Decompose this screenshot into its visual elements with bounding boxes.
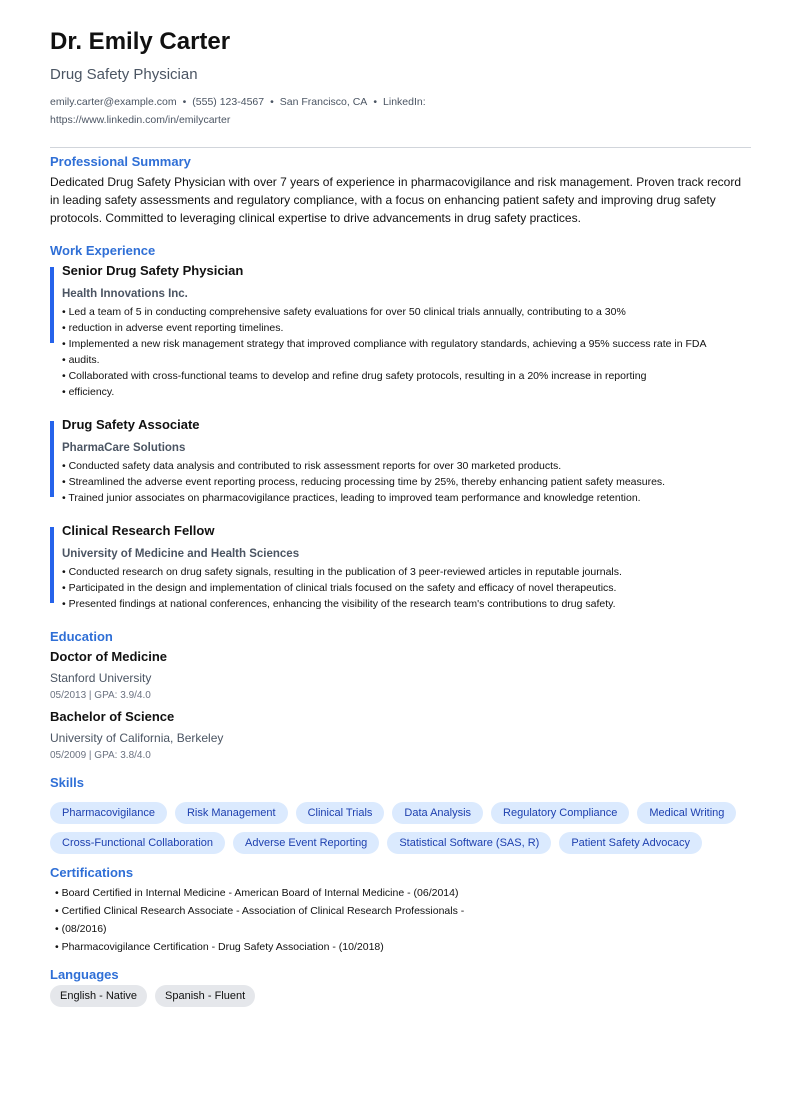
skill-chip: Pharmacovigilance (50, 802, 167, 824)
job-title: Senior Drug Safety Physician (62, 263, 244, 278)
job-company: Health Innovations Inc. (62, 288, 188, 300)
certification-item: • (08/2016) (55, 923, 107, 935)
languages-section (50, 967, 751, 1007)
education-meta: 05/2009 | GPA: 3.8/4.0 (50, 750, 151, 761)
skill-chip: Medical Writing (637, 802, 736, 824)
job-bullet: • Participated in the design and implementation of clinical trials focused on the safety and efficacy of novel therapeutics. (62, 582, 617, 594)
certifications-list (50, 884, 751, 956)
language-chip: Spanish - Fluent (155, 985, 255, 1007)
experience-heading: Work Experience (50, 243, 156, 258)
experience-section (50, 243, 751, 259)
education-entry (50, 649, 751, 702)
certifications-section (50, 865, 751, 956)
skills-heading: Skills (50, 775, 84, 790)
skill-chip: Patient Safety Advocacy (559, 832, 702, 854)
linkedin-label: LinkedIn: (383, 96, 426, 108)
education-entry (50, 709, 751, 762)
skill-chip: Adverse Event Reporting (233, 832, 379, 854)
job-title: Clinical Research Fellow (62, 523, 215, 538)
separator: • (182, 96, 187, 108)
certification-item: • Pharmacovigilance Certification - Drug Safety Association - (10/2018) (55, 941, 384, 953)
job-bullet: • Led a team of 5 in conducting comprehensive safety evaluations for over 50 clinical trials annually, contributing to a 30% (62, 306, 626, 318)
job-bullet: • reduction in adverse event reporting timelines. (62, 322, 284, 334)
job-bullet: • Trained junior associates on pharmacovigilance practices, leading to improved team performance and knowledge retention. (62, 492, 641, 504)
summary-text: Dedicated Drug Safety Physician with over 7 years of experience in pharmacovigilance and risk management. Proven track record in leading safety assessments and regulatory compliance, with a focus on enhancing patient safety and improving drug safety protocols. Committed to leveraging clinical expertise to drive advancements in drug safety practices. (50, 175, 742, 225)
candidate-title: Drug Safety Physician (50, 66, 198, 83)
job-bullet: • Streamlined the adverse event reporting process, reducing processing time by 25%, thereby enhancing patient safety measures. (62, 476, 666, 488)
job-bullet: • audits. (62, 354, 100, 366)
skill-chip: Risk Management (175, 802, 288, 824)
job-bullet: • Collaborated with cross-functional teams to develop and refine drug safety protocols, resulting in a 20% increase in reporting (62, 370, 647, 382)
skill-chip: Clinical Trials (296, 802, 385, 824)
certifications-heading: Certifications (50, 865, 134, 880)
job-entry (50, 417, 751, 506)
job-accent-bar (50, 267, 54, 343)
skills-row (50, 832, 751, 854)
job-company: PharmaCare Solutions (62, 442, 186, 454)
skills-section (50, 775, 751, 854)
education-heading: Education (50, 629, 113, 644)
school-name: Stanford University (50, 671, 152, 685)
job-bullets (62, 304, 751, 400)
location-text: San Francisco, CA (279, 96, 368, 108)
degree-title: Doctor of Medicine (50, 649, 168, 664)
certification-item: • Board Certified in Internal Medicine - American Board of Internal Medicine - (06/2014) (55, 887, 459, 899)
job-title: Drug Safety Associate (62, 417, 200, 432)
job-company: University of Medicine and Health Sciences (62, 548, 300, 560)
education-section (50, 629, 751, 762)
job-accent-bar (50, 527, 54, 603)
job-bullets (62, 564, 751, 612)
summary-heading: Professional Summary (50, 154, 191, 169)
separator: • (270, 96, 274, 108)
email-link[interactable]: emily.carter@example.com (50, 96, 177, 108)
skills-row (50, 802, 751, 824)
separator: • (373, 96, 378, 108)
job-bullet: • Implemented a new risk management strategy that improved compliance with regulatory standards, achieving a 95% success rate in FDA (62, 338, 707, 350)
job-bullet: • Conducted safety data analysis and contributed to risk assessment reports for over 30 marketed products. (62, 460, 562, 472)
skill-chip: Regulatory Compliance (491, 802, 629, 824)
degree-title: Bachelor of Science (50, 709, 175, 724)
skill-chip: Statistical Software (SAS, R) (387, 832, 551, 854)
job-bullets (62, 458, 751, 506)
school-name: University of California, Berkeley (50, 731, 224, 745)
job-entry (50, 523, 751, 612)
skill-chip: Data Analysis (392, 802, 483, 824)
job-bullet: • Conducted research on drug safety signals, resulting in the publication of 3 peer-reviewed articles in reputable journals. (62, 566, 622, 578)
phone-text: (555) 123-4567 (192, 96, 265, 108)
education-meta: 05/2013 | GPA: 3.9/4.0 (50, 690, 151, 701)
languages-row (50, 985, 751, 1007)
resume-page (50, 28, 751, 1002)
certification-item: • Certified Clinical Research Associate - Association of Clinical Research Professionals - (55, 905, 465, 917)
job-bullet: • Presented findings at national conferences, enhancing the visibility of the research team's contributions to drug safety. (62, 598, 616, 610)
summary-section (50, 154, 751, 227)
skill-chip: Cross-Functional Collaboration (50, 832, 225, 854)
header-divider (50, 147, 751, 148)
job-bullet: • efficiency. (62, 386, 115, 398)
language-chip: English - Native (50, 985, 147, 1007)
linkedin-link[interactable]: https://www.linkedin.com/in/emilycarter (50, 114, 231, 126)
languages-heading: Languages (50, 967, 119, 982)
job-accent-bar (50, 421, 54, 497)
candidate-name: Dr. Emily Carter (50, 28, 231, 55)
contact-info (50, 93, 450, 129)
job-entry (50, 263, 751, 400)
